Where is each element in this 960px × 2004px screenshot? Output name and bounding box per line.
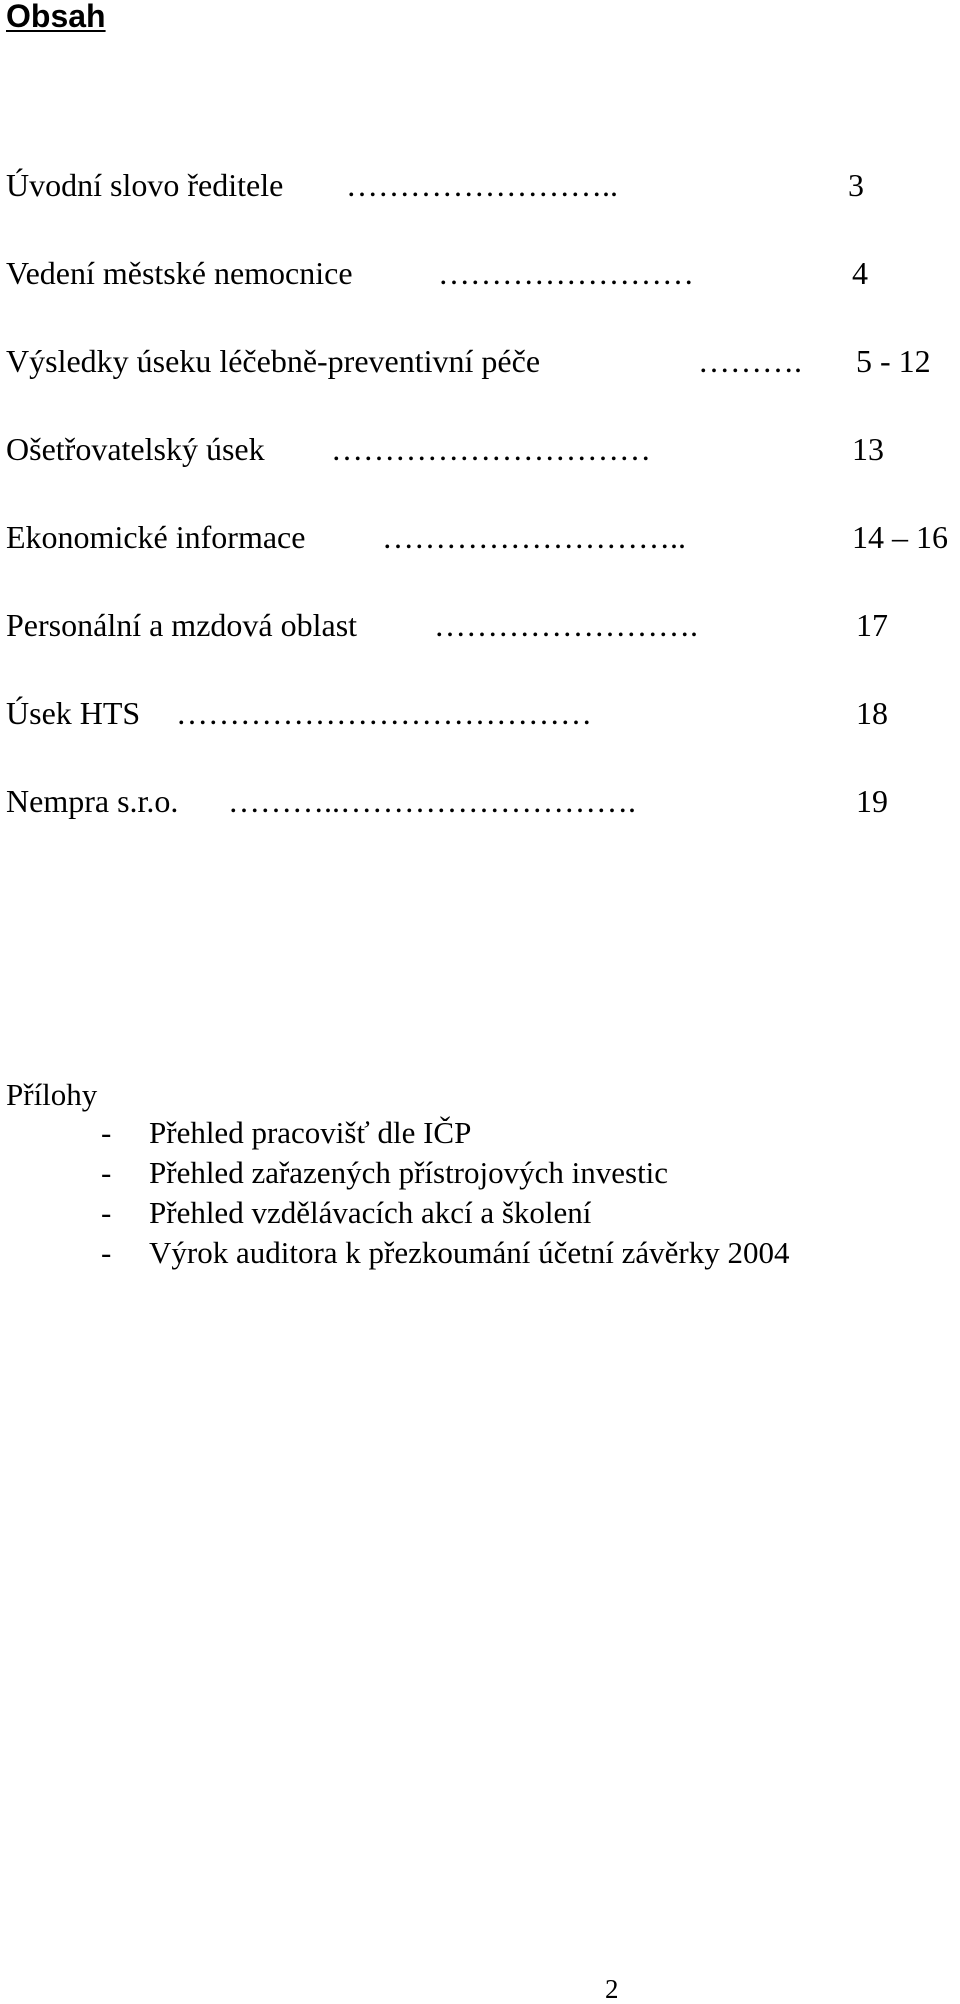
list-dash: -: [101, 1235, 112, 1270]
toc-entry-leader: ………………………..: [382, 519, 686, 555]
toc-entry-page: 18: [856, 695, 888, 731]
toc-entry-page: 4: [852, 255, 868, 291]
toc-entry-title: Vedení městské nemocnice: [6, 255, 353, 291]
toc-entry-title: Ekonomické informace: [6, 519, 306, 555]
toc-entry-page: 5 - 12: [856, 343, 931, 379]
appendix-item-text: Přehled vzdělávacích akcí a školení: [149, 1195, 592, 1230]
appendix-item-text: Přehled zařazených přístrojových investic: [149, 1155, 669, 1190]
toc-entry-page: 13: [852, 431, 884, 467]
toc-entry-leader: …………………………: [331, 431, 651, 467]
toc-entry-leader: …………………………………: [176, 695, 592, 731]
toc-entry-page: 17: [856, 607, 888, 643]
toc-entry-title: Úvodní slovo ředitele: [6, 167, 284, 203]
list-dash: -: [101, 1155, 112, 1190]
toc-entry-title: Personální a mzdová oblast: [6, 607, 358, 643]
appendix-item-text: Výrok auditora k přezkoumání účetní závěrky 2004: [149, 1235, 790, 1270]
toc-entry-title: Úsek HTS: [6, 695, 141, 731]
toc-entry-title: Ošetřovatelský úsek: [6, 431, 265, 467]
toc-entry-leader: ……………………: [438, 255, 694, 291]
list-dash: -: [101, 1115, 112, 1150]
page-number: 2: [605, 1974, 619, 2004]
toc-entry-leader: ……………………..: [346, 167, 618, 203]
toc-entry-title: Nempra s.r.o.: [6, 783, 179, 819]
page-title: Obsah: [6, 0, 106, 34]
toc-entry-page: 3: [848, 167, 864, 203]
toc-entry-leader: ………..……………………….: [228, 783, 636, 819]
toc-entry-leader: …………………….: [434, 607, 698, 643]
toc-entry-title: Výsledky úseku léčebně-preventivní péče: [6, 343, 541, 379]
list-dash: -: [101, 1195, 112, 1230]
toc-entry-page: 14 – 16: [852, 519, 948, 555]
toc-entry-page: 19: [856, 783, 888, 819]
appendix-item-text: Přehled pracovišť dle IČP: [149, 1115, 472, 1150]
toc-entry-leader: ……….: [698, 343, 802, 379]
appendix-heading: Přílohy: [6, 1077, 98, 1112]
